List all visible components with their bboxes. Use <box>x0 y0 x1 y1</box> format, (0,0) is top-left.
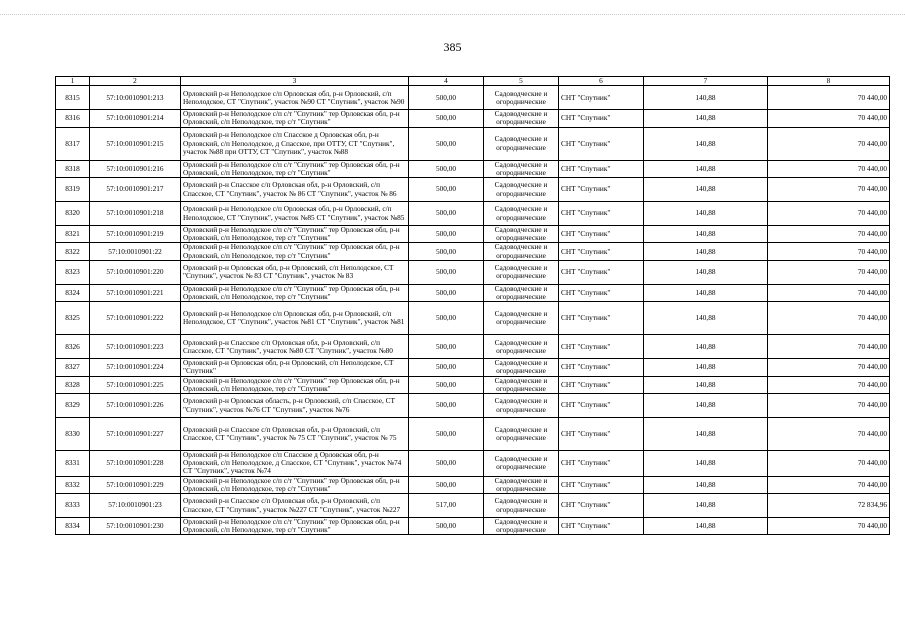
cadastral-cost-cell: 70 440,00 <box>768 127 890 160</box>
unit-price-cell: 140,88 <box>644 476 768 493</box>
cadastral-number-cell: 57:10:0010901:223 <box>90 335 181 359</box>
cadastral-number-cell: 57:10:0010901:218 <box>90 202 181 226</box>
cadastral-cost-cell: 70 440,00 <box>768 178 890 202</box>
cadastral-number-cell: 57:10:0010901:228 <box>90 451 181 477</box>
row-number-cell: 8322 <box>56 243 90 260</box>
cadastral-number-cell: 57:10:0010901:216 <box>90 160 181 177</box>
cadastral-cost-cell: 70 440,00 <box>768 451 890 477</box>
cadastral-number-cell: 57:10:0010901:226 <box>90 394 181 418</box>
row-number-cell: 8317 <box>56 127 90 160</box>
table-body <box>56 86 890 535</box>
area-cell: 500,00 <box>409 359 484 376</box>
address-cell: Орловский р-н Спасское с/п Орловская обл, р-н Орловский, с/п Спасское, СТ "Спутник", участок № 75 СТ "Спутник", участок № 75 <box>181 418 409 451</box>
owner-cell: СНТ "Спутник" <box>559 110 644 127</box>
cadastral-number-cell: 57:10:0010901:214 <box>90 110 181 127</box>
owner-cell: СНТ "Спутник" <box>559 226 644 243</box>
area-cell: 500,00 <box>409 86 484 110</box>
area-cell: 500,00 <box>409 476 484 493</box>
table-row <box>56 226 890 243</box>
area-cell: 500,00 <box>409 451 484 477</box>
row-number-cell: 8333 <box>56 494 90 518</box>
address-cell: Орловский р-н Неполодское с/п с/т "Спутник" тер Орловская обл, р-н Орловский, с/п Неполодское, тер с/т "Спутник" <box>181 518 409 535</box>
unit-price-cell: 140,88 <box>644 451 768 477</box>
address-cell: Орловский р-н Неполодское с/п Орловская обл, р-н Орловский, с/п Неполодское, СТ "Спутник", участок №85 СТ "Спутник", участок №85 <box>181 202 409 226</box>
address-cell: Орловский р-н Неполодское с/п с/т "Спутник" тер Орловская обл, р-н Орловский, с/п Неполодское, тер с/т "Спутник" <box>181 243 409 260</box>
table-row <box>56 451 890 477</box>
unit-price-cell: 140,88 <box>644 110 768 127</box>
row-number-cell: 8319 <box>56 178 90 202</box>
unit-price-cell: 140,88 <box>644 243 768 260</box>
cadastral-number-cell: 57:10:0010901:219 <box>90 226 181 243</box>
owner-cell: СНТ "Спутник" <box>559 335 644 359</box>
land-use-cell: Садоводческие и огороднические <box>484 335 559 359</box>
cadastral-cost-cell: 70 440,00 <box>768 86 890 110</box>
address-cell: Орловский р-н Орловская область, р-н Орловский, с/п Спасское, СТ "Спутник", участок №76 СТ "Спутник", участок №76 <box>181 394 409 418</box>
owner-cell: СНТ "Спутник" <box>559 302 644 335</box>
unit-price-cell: 140,88 <box>644 335 768 359</box>
column-header: 1 <box>56 77 90 86</box>
table-row <box>56 178 890 202</box>
cadastral-number-cell: 57:10:0010901:213 <box>90 86 181 110</box>
cadastral-cost-cell: 70 440,00 <box>768 110 890 127</box>
table-row <box>56 127 890 160</box>
row-number-cell: 8334 <box>56 518 90 535</box>
area-cell: 500,00 <box>409 418 484 451</box>
column-header: 4 <box>409 77 484 86</box>
owner-cell: СНТ "Спутник" <box>559 178 644 202</box>
table-row <box>56 302 890 335</box>
land-use-cell: Садоводческие и огороднические <box>484 110 559 127</box>
area-cell: 500,00 <box>409 226 484 243</box>
address-cell: Орловский р-н Неполодское с/п Орловская обл, р-н Орловский, с/п Неполодское, СТ "Спутник", участок №90 СТ "Спутник", участок №90 <box>181 86 409 110</box>
land-use-cell: Садоводческие и огороднические <box>484 302 559 335</box>
cadastral-number-cell: 57:10:0010901:215 <box>90 127 181 160</box>
land-use-cell: Садоводческие и огороднические <box>484 86 559 110</box>
row-number-cell: 8324 <box>56 284 90 301</box>
column-header: 6 <box>559 77 644 86</box>
unit-price-cell: 140,88 <box>644 494 768 518</box>
cadastral-number-cell: 57:10:0010901:221 <box>90 284 181 301</box>
unit-price-cell: 140,88 <box>644 284 768 301</box>
address-cell: Орловский р-н Неполодское с/п с/т "Спутник" тер Орловская обл, р-н Орловский, с/п Неполодское, тер с/т "Спутник" <box>181 226 409 243</box>
cadastral-number-cell: 57:10:0010901:227 <box>90 418 181 451</box>
row-number-cell: 8328 <box>56 376 90 393</box>
land-use-cell: Садоводческие и огороднические <box>484 376 559 393</box>
cadastral-number-cell: 57:10:0010901:217 <box>90 178 181 202</box>
owner-cell: СНТ "Спутник" <box>559 359 644 376</box>
cadastral-cost-cell: 72 834,96 <box>768 494 890 518</box>
land-use-cell: Садоводческие и огороднические <box>484 518 559 535</box>
cadastral-cost-cell: 70 440,00 <box>768 335 890 359</box>
address-cell: Орловский р-н Неполодское с/п с/т "Спутник" тер Орловская обл, р-н Орловский, с/п Неполодское, тер с/т "Спутник" <box>181 160 409 177</box>
cadastral-number-cell: 57:10:0010901:222 <box>90 302 181 335</box>
cadastral-number-cell: 57:10:0010901:225 <box>90 376 181 393</box>
area-cell: 500,00 <box>409 260 484 284</box>
cadastral-cost-cell: 70 440,00 <box>768 476 890 493</box>
column-header: 5 <box>484 77 559 86</box>
unit-price-cell: 140,88 <box>644 359 768 376</box>
owner-cell: СНТ "Спутник" <box>559 476 644 493</box>
unit-price-cell: 140,88 <box>644 127 768 160</box>
unit-price-cell: 140,88 <box>644 160 768 177</box>
row-number-cell: 8331 <box>56 451 90 477</box>
address-cell: Орловский р-н Спасское с/п Орловская обл, р-н Орловский, с/п Спасское, СТ "Спутник", участок №80 СТ "Спутник", участок №80 <box>181 335 409 359</box>
row-number-cell: 8326 <box>56 335 90 359</box>
address-cell: Орловский р-н Неполодское с/п с/т "Спутник" тер Орловская обл, р-н Орловский, с/п Неполодское, тер с/т "Спутник" <box>181 284 409 301</box>
cadastral-cost-cell: 70 440,00 <box>768 418 890 451</box>
row-number-cell: 8323 <box>56 260 90 284</box>
row-number-cell: 8316 <box>56 110 90 127</box>
area-cell: 500,00 <box>409 284 484 301</box>
cadastral-cost-cell: 70 440,00 <box>768 518 890 535</box>
column-number-row <box>56 77 890 86</box>
table-row <box>56 418 890 451</box>
area-cell: 500,00 <box>409 376 484 393</box>
cadastral-number-cell: 57:10:0010901:229 <box>90 476 181 493</box>
row-number-cell: 8315 <box>56 86 90 110</box>
cadastral-cost-cell: 70 440,00 <box>768 226 890 243</box>
owner-cell: СНТ "Спутник" <box>559 127 644 160</box>
row-number-cell: 8327 <box>56 359 90 376</box>
land-registry-table <box>55 76 890 535</box>
row-number-cell: 8329 <box>56 394 90 418</box>
land-use-cell: Садоводческие и огороднические <box>484 160 559 177</box>
page-number: 385 <box>443 40 462 54</box>
address-cell: Орловский р-н Спасское с/п Орловская обл, р-н Орловский, с/п Спасское, СТ "Спутник", участок № 86 СТ "Спутник", участок № 86 <box>181 178 409 202</box>
land-use-cell: Садоводческие и огороднические <box>484 451 559 477</box>
land-use-cell: Садоводческие и огороднические <box>484 359 559 376</box>
address-cell: Орловский р-н Орловская обл, р-н Орловский, с/п Неполодское, СТ "Спутник" <box>181 359 409 376</box>
table-row <box>56 359 890 376</box>
cadastral-cost-cell: 70 440,00 <box>768 284 890 301</box>
table-row <box>56 518 890 535</box>
owner-cell: СНТ "Спутник" <box>559 243 644 260</box>
table-row <box>56 202 890 226</box>
table-row <box>56 476 890 493</box>
area-cell: 500,00 <box>409 127 484 160</box>
row-number-cell: 8332 <box>56 476 90 493</box>
owner-cell: СНТ "Спутник" <box>559 518 644 535</box>
area-cell: 500,00 <box>409 110 484 127</box>
cadastral-cost-cell: 70 440,00 <box>768 376 890 393</box>
owner-cell: СНТ "Спутник" <box>559 376 644 393</box>
unit-price-cell: 140,88 <box>644 86 768 110</box>
table-row <box>56 86 890 110</box>
address-cell: Орловский р-н Неполодское с/п Спасское д Орловская обл, р-н Орловский, с/п Неполодское, д Спасское, при ОТТУ, СТ "Спутник", участок №88 при ОТТУ, СТ "Спутник", участок №88 <box>181 127 409 160</box>
address-cell: Орловский р-н Неполодское с/п с/т "Спутник" тер Орловская обл, р-н Орловский, с/п Неполодское, тер с/т "Спутник" <box>181 110 409 127</box>
area-cell: 500,00 <box>409 518 484 535</box>
area-cell: 517,00 <box>409 494 484 518</box>
unit-price-cell: 140,88 <box>644 302 768 335</box>
cadastral-number-cell: 57:10:0010901:220 <box>90 260 181 284</box>
area-cell: 500,00 <box>409 335 484 359</box>
owner-cell: СНТ "Спутник" <box>559 260 644 284</box>
cadastral-cost-cell: 70 440,00 <box>768 302 890 335</box>
land-use-cell: Садоводческие и огороднические <box>484 394 559 418</box>
address-cell: Орловский р-н Орловская обл, р-н Орловский, с/п Неполодское, СТ "Спутник", участок № 83 СТ "Спутник", участок № 83 <box>181 260 409 284</box>
area-cell: 500,00 <box>409 160 484 177</box>
land-use-cell: Садоводческие и огороднические <box>484 260 559 284</box>
table-row <box>56 160 890 177</box>
column-header: 2 <box>90 77 181 86</box>
unit-price-cell: 140,88 <box>644 518 768 535</box>
table-row <box>56 260 890 284</box>
row-number-cell: 8318 <box>56 160 90 177</box>
row-number-cell: 8320 <box>56 202 90 226</box>
cadastral-cost-cell: 70 440,00 <box>768 260 890 284</box>
area-cell: 500,00 <box>409 178 484 202</box>
owner-cell: СНТ "Спутник" <box>559 394 644 418</box>
row-number-cell: 8325 <box>56 302 90 335</box>
area-cell: 500,00 <box>409 243 484 260</box>
area-cell: 500,00 <box>409 394 484 418</box>
area-cell: 500,00 <box>409 202 484 226</box>
cadastral-cost-cell: 70 440,00 <box>768 243 890 260</box>
table-row <box>56 394 890 418</box>
area-cell: 500,00 <box>409 302 484 335</box>
unit-price-cell: 140,88 <box>644 418 768 451</box>
land-use-cell: Садоводческие и огороднические <box>484 494 559 518</box>
cadastral-cost-cell: 70 440,00 <box>768 359 890 376</box>
cadastral-number-cell: 57:10:0010901:230 <box>90 518 181 535</box>
cadastral-number-cell: 57:10:0010901:22 <box>90 243 181 260</box>
row-number-cell: 8321 <box>56 226 90 243</box>
owner-cell: СНТ "Спутник" <box>559 494 644 518</box>
table-row <box>56 110 890 127</box>
unit-price-cell: 140,88 <box>644 178 768 202</box>
cadastral-cost-cell: 70 440,00 <box>768 160 890 177</box>
address-cell: Орловский р-н Неполодское с/п Орловская обл, р-н Орловский, с/п Неполодское, СТ "Спутник", участок №81 СТ "Спутник", участок №81 <box>181 302 409 335</box>
owner-cell: СНТ "Спутник" <box>559 86 644 110</box>
table-row <box>56 284 890 301</box>
column-header: 7 <box>644 77 768 86</box>
table-row <box>56 376 890 393</box>
cadastral-cost-cell: 70 440,00 <box>768 202 890 226</box>
land-use-cell: Садоводческие и огороднические <box>484 178 559 202</box>
land-use-cell: Садоводческие и огороднические <box>484 243 559 260</box>
owner-cell: СНТ "Спутник" <box>559 418 644 451</box>
cadastral-cost-cell: 70 440,00 <box>768 394 890 418</box>
owner-cell: СНТ "Спутник" <box>559 160 644 177</box>
unit-price-cell: 140,88 <box>644 376 768 393</box>
unit-price-cell: 140,88 <box>644 260 768 284</box>
land-use-cell: Садоводческие и огороднические <box>484 418 559 451</box>
unit-price-cell: 140,88 <box>644 394 768 418</box>
cadastral-number-cell: 57:10:0010901:23 <box>90 494 181 518</box>
scan-edge-marks <box>0 14 905 19</box>
address-cell: Орловский р-н Спасское с/п Орловская обл, р-н Орловский, с/п Спасское, СТ "Спутник", участок №227 СТ "Спутник", участок №227 <box>181 494 409 518</box>
land-use-cell: Садоводческие и огороднические <box>484 476 559 493</box>
table-row <box>56 494 890 518</box>
owner-cell: СНТ "Спутник" <box>559 284 644 301</box>
owner-cell: СНТ "Спутник" <box>559 451 644 477</box>
table-row <box>56 335 890 359</box>
owner-cell: СНТ "Спутник" <box>559 202 644 226</box>
land-use-cell: Садоводческие и огороднические <box>484 226 559 243</box>
address-cell: Орловский р-н Неполодское с/п с/т "Спутник" тер Орловская обл, р-н Орловский, с/п Неполодское, тер с/т "Спутник" <box>181 476 409 493</box>
land-use-cell: Садоводческие и огороднические <box>484 202 559 226</box>
address-cell: Орловский р-н Неполодское с/п Спасское д Орловская обл, р-н Орловский, с/п Неполодское, д Спасское, СТ "Спутник", участок №74 СТ "Спутник", участок №74 <box>181 451 409 477</box>
land-use-cell: Садоводческие и огороднические <box>484 284 559 301</box>
cadastral-number-cell: 57:10:0010901:224 <box>90 359 181 376</box>
table-row <box>56 243 890 260</box>
row-number-cell: 8330 <box>56 418 90 451</box>
unit-price-cell: 140,88 <box>644 226 768 243</box>
unit-price-cell: 140,88 <box>644 202 768 226</box>
column-header: 3 <box>181 77 409 86</box>
land-use-cell: Садоводческие и огороднические <box>484 127 559 160</box>
address-cell: Орловский р-н Неполодское с/п с/т "Спутник" тер Орловская обл, р-н Орловский, с/п Неполодское, тер с/т "Спутник" <box>181 376 409 393</box>
column-header: 8 <box>768 77 890 86</box>
